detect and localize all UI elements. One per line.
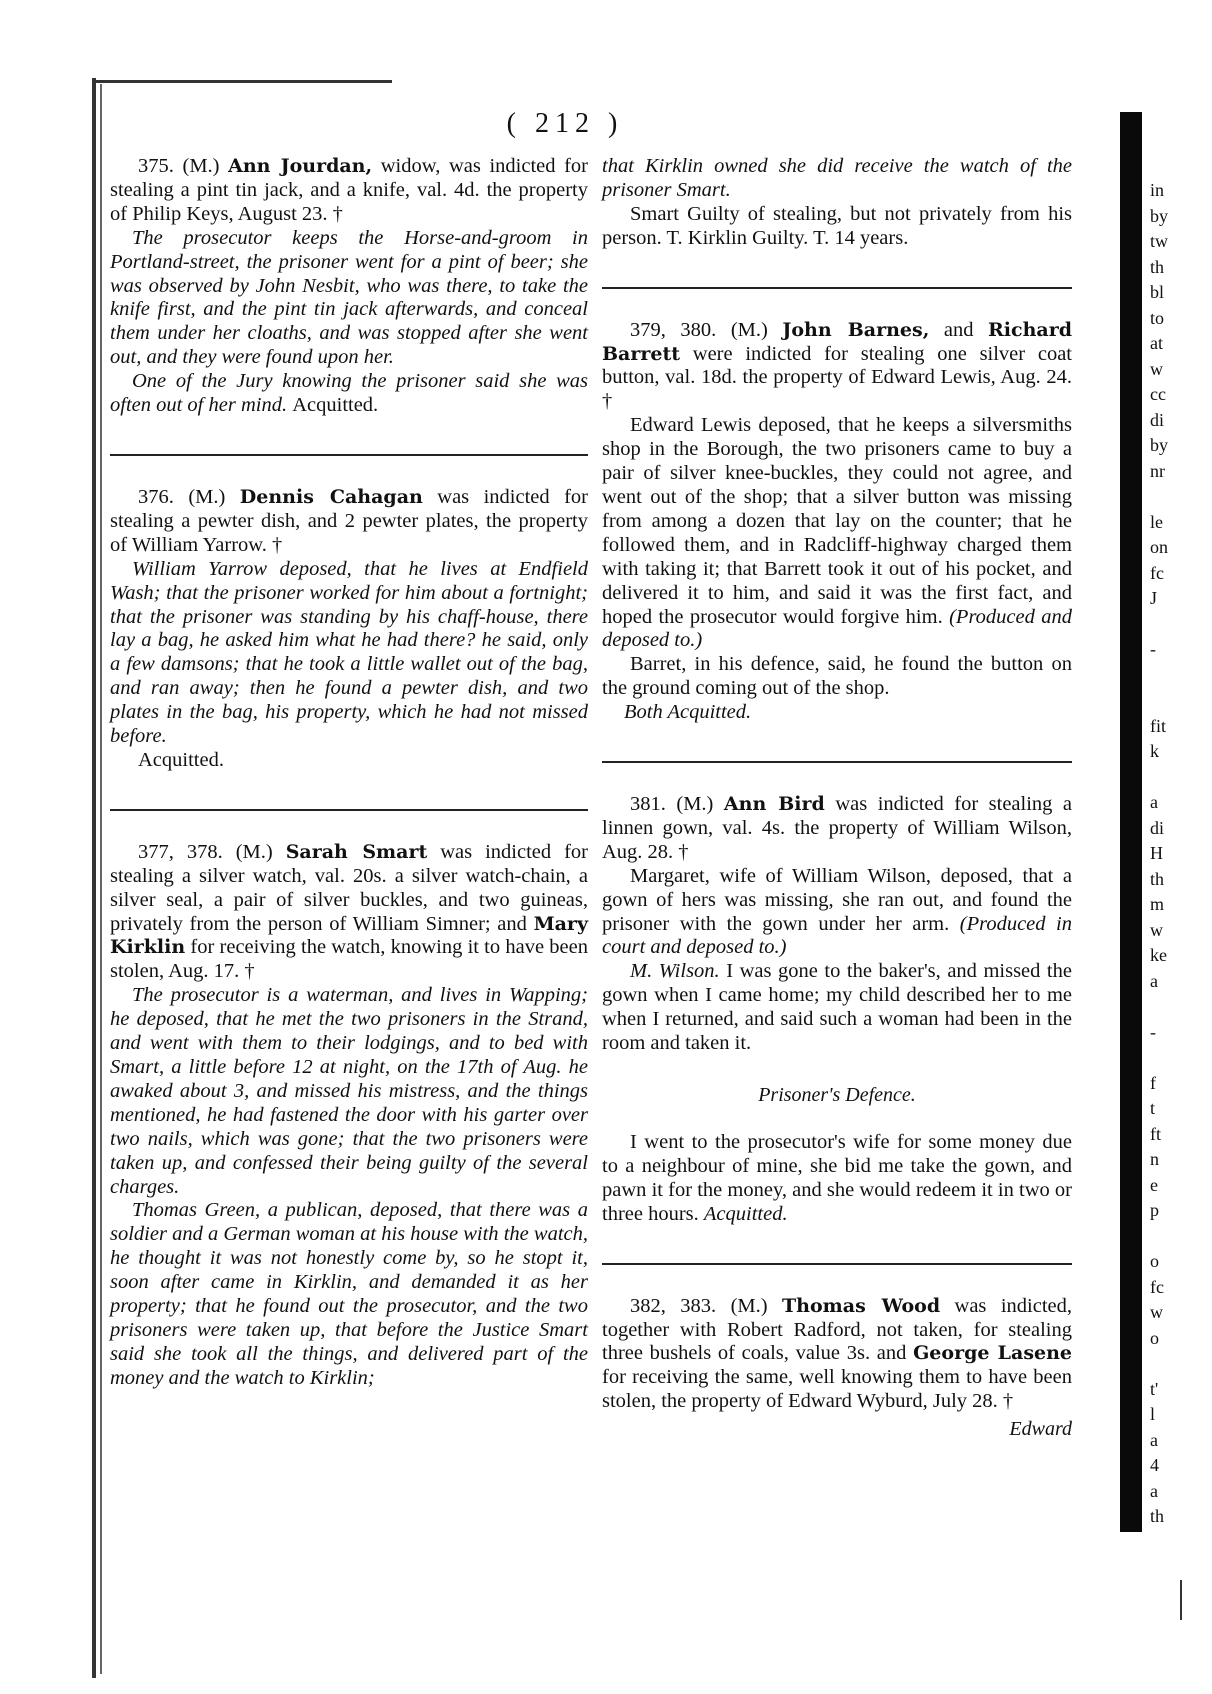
bleed-fragment: fc [1150, 562, 1164, 583]
bleed-fragment: m [1150, 894, 1165, 914]
case-375-verdict: Acquitted. [292, 394, 379, 417]
bleed-fragment: - [1150, 639, 1156, 659]
case-381-defence [602, 1131, 1072, 1227]
bleed-fragment: fc [1150, 1276, 1164, 1297]
case-379-testimony-text: Edward Lewis deposed, that he keeps a silversmiths shop in the Borough, the two prisoners came to buy a pair of silver knee-buckles, they could not agree, and went out of the shop; that a silver button was missing from among a dozen that lay on the counter; that he followed them, and in Radcliff-highway charged them with taking it; that Barrett took it out of his pocket, and delivered it to him, and said it was the first fact, and hoped the prosecutor would forgive him. [602, 414, 1072, 628]
bleed-fragment: to [1150, 307, 1165, 328]
bleed-fragment: o [1150, 1251, 1159, 1271]
case-375-jury-text: One of the Jury knowing the prisoner said she was often out of her mind. [110, 370, 588, 417]
case-377-charge-cont: for receiving the watch, knowing it to have been stolen, Aug. 17. † [110, 936, 588, 983]
case-379-defendant: John Barnes, [782, 318, 930, 341]
case-382-defendant: Thomas Wood [782, 1294, 941, 1317]
bleed-fragment: w [1150, 1302, 1163, 1322]
bleed-fragment: th [1150, 868, 1165, 889]
case-379-verdict: Both Acquitted. [624, 701, 752, 724]
bleed-fragment: p [1150, 1200, 1159, 1220]
case-376-verdict: Acquitted. [138, 748, 224, 771]
case-375-jury-note [110, 370, 588, 418]
case-382-receiver: George Lasene [913, 1342, 1073, 1365]
bleed-fragment: a [1150, 970, 1158, 991]
case-377-charge: was indicted for stealing a silver watch, val. 20s. a silver watch-chain, a silver seal, a pair of silver buckles, and two guineas, privately from the person of William Simner; and [110, 840, 588, 935]
bleed-fragment: fit [1150, 715, 1166, 736]
bleed-fragment: a [1150, 1429, 1158, 1450]
section-divider [110, 454, 588, 456]
bleed-fragment: w [1150, 919, 1163, 940]
bleed-fragment: by [1150, 435, 1168, 455]
bleed-fragment: l [1150, 1404, 1156, 1424]
page-frame-left-inner [100, 84, 102, 1674]
case-381-charge: was indicted for stealing a linnen gown, val. 4s. the property of William Wilson, Aug. 28. † [602, 793, 1072, 863]
case-376-testimony: William Yarrow deposed, that he lives at Endfield Wash; that the prisoner worked for him about a fortnight; that the prisoner was standing by his chaff-house, there lay a bag, he asked him what he had there? he said, only a few damsons; that he took a little wallet out of the bag, and ran away; then he found a pewter dish, and two plates in the bag, his property, which he had not missed before. [110, 557, 588, 748]
bleed-fragment: nr [1150, 460, 1165, 481]
facing-page-bleed [1150, 178, 1200, 1530]
case-381-speaker: M. Wilson. [630, 960, 720, 983]
bleed-fragment: on [1150, 537, 1168, 557]
page-frame-left [92, 78, 96, 1678]
bleed-fragment: in [1150, 180, 1165, 200]
bleed-fragment: a [1150, 1480, 1158, 1501]
bleed-fragment [1150, 994, 1200, 1020]
bleed-fragment: J [1150, 588, 1158, 608]
bleed-fragment: a [1150, 792, 1158, 812]
case-382-charge-cont: for receiving the same, well knowing them to have been stolen, the property of Edward Wyburd, July 28. † [602, 1366, 1072, 1413]
bleed-fragment [1150, 688, 1200, 714]
bleed-fragment: di [1150, 817, 1165, 838]
bleed-fragment: e [1150, 1174, 1158, 1195]
bleed-fragment: w [1150, 358, 1163, 379]
bleed-fragment: n [1150, 1149, 1159, 1169]
case-377-green-testimony: Thomas Green, a publican, deposed, that there was a soldier and a German woman at his house with the watch, he thought it was not honestly come by, so he stopt it, soon after came in Kirklin, and demanded it as her property; that he found out the prosecutor, and the two prisoners were taken up, that before the Justice Smart said she took all the things, and delivered part of the money and the watch to Kirklin; [110, 1199, 588, 1389]
bleed-fragment [1150, 612, 1200, 638]
case-379-produced: (Produced and deposed to.) [602, 605, 1072, 652]
case-382-number: 382, 383. (M.) [630, 1294, 768, 1317]
case-381-number: 381. (M.) [630, 793, 714, 816]
case-382-paragraph [602, 1295, 1072, 1415]
bleed-fragment: tw [1150, 231, 1168, 251]
section-divider [602, 1263, 1072, 1265]
case-376-charge: was indicted for stealing a pewter dish, and 2 pewter plates, the property of William Yarrow. † [110, 485, 588, 556]
case-379-paragraph [602, 319, 1072, 415]
edge-mark [1180, 1580, 1182, 1620]
case-379-second-defendant: Richard Barrett [602, 318, 1072, 365]
bleed-fragment: ft [1150, 1123, 1161, 1144]
case-375-charge: widow, was indicted for stealing a pint tin jack, and a knife, val. 4d. the property of Philip Keys, August 23. † [110, 155, 589, 225]
bleed-fragment: f [1150, 1072, 1156, 1093]
case-377-testimony-cont: that Kirklin owned she did receive the watch of the prisoner Smart. [602, 155, 1072, 201]
case-382-charge: was indicted, together with Robert Radford, not taken, for stealing three bushels of coals, value 3s. and [602, 1294, 1072, 1365]
case-381-testimony-text: Margaret, wife of William Wilson, deposed, that a gown of hers was missing, she ran out, and found the prisoner with the gown under her arm. [602, 864, 1072, 935]
section-divider [602, 761, 1072, 763]
bleed-fragment [1150, 1224, 1200, 1250]
case-375-number: 375. (M.) [138, 155, 220, 177]
case-381-wilson-statement [602, 960, 1072, 1056]
case-379-charge: were indicted for stealing one silver coat button, val. 18d. the property of Edward Lewis, Aug. 24. † [602, 342, 1072, 413]
page-number: ( 212 ) [506, 108, 624, 139]
case-377-verdict: Smart Guilty of stealing, but not privately from his person. T. Kirklin Guilty. T. 14 years. [602, 202, 1072, 249]
bleed-fragment: th [1150, 1506, 1165, 1526]
bleed-fragment: t [1150, 1098, 1156, 1118]
case-381-defence-text: I went to the prosecutor's wife for some money due to a neighbour of mine, she bid me take the gown, and pawn it for the money, and she would redeem it in two or three hours. [602, 1131, 1072, 1225]
case-376-defendant: Dennis Cahagan [239, 485, 423, 508]
section-divider [110, 809, 588, 811]
case-376-number: 376. (M.) [138, 485, 226, 508]
bleed-fragment: di [1150, 409, 1165, 430]
bleed-fragment: by [1150, 205, 1168, 226]
case-381-produced: (Produced in court and deposed to.) [602, 912, 1073, 959]
bleed-fragment [1150, 484, 1200, 510]
case-377-paragraph [110, 841, 588, 984]
bleed-fragment: at [1150, 333, 1163, 353]
case-381-paragraph [602, 793, 1072, 865]
section-divider [602, 287, 1072, 289]
bleed-fragment [1150, 765, 1200, 791]
case-381-defendant: Ann Bird [723, 793, 825, 816]
case-377-second-defendant: Mary Kirklin [110, 912, 588, 959]
page-frame-top [92, 80, 392, 83]
case-379-number: 379, 380. (M.) [630, 318, 768, 341]
bleed-fragment: bl [1150, 282, 1165, 302]
catchword: Edward [1009, 1418, 1072, 1441]
bleed-fragment: le [1150, 511, 1163, 532]
bleed-fragment [1150, 663, 1200, 689]
case-375-testimony: The prosecutor keeps the Horse-and-groom in Portland-street, the prisoner went for a pint of beer; she was observed by John Nesbit, who was there, to take the knife first, and the pint tin jack afterwards, and conceal them under her cloaths, and was stopped after she went out, and they were found upon her. [110, 226, 588, 369]
bleed-fragment: th [1150, 256, 1165, 277]
case-379-testimony [602, 414, 1072, 653]
right-column [602, 155, 1072, 1441]
case-377-defendant: Sarah Smart [285, 840, 428, 863]
case-379-and: and [929, 318, 988, 341]
bleed-fragment: cc [1150, 384, 1166, 404]
left-column [110, 155, 588, 1391]
bleed-fragment: ke [1150, 945, 1167, 965]
bleed-fragment: H [1150, 843, 1163, 863]
case-381-testimony [602, 865, 1072, 961]
bleed-fragment: o [1150, 1327, 1159, 1348]
defence-heading: Prisoner's Defence. [758, 1084, 916, 1106]
bleed-fragment: 4 [1150, 1455, 1159, 1475]
case-375-paragraph [110, 155, 588, 227]
bleed-fragment: k [1150, 741, 1159, 761]
bleed-fragment: t' [1150, 1378, 1159, 1399]
case-375-defendant: Ann Jourdan, [228, 155, 373, 177]
bleed-fragment [1150, 1045, 1200, 1071]
binding-shadow [1120, 112, 1142, 1532]
case-377-testimony: The prosecutor is a waterman, and lives in Wapping; he deposed, that he met the two prisoners in the Strand, and went with them to their lodgings, and to bed with Smart, a little before 12 at night, on the 17th of Aug. he awaked about 3, and missed his mistress, and the things mentioned, he had fastened the door with his garter over two nails, which was gone; that the two prisoners were taken up, and confessed their being guilty of the several charges. [110, 984, 588, 1198]
case-377-number: 377, 378. (M.) [138, 840, 273, 863]
bleed-fragment [1150, 1351, 1200, 1377]
case-379-defence: Barret, in his defence, said, he found the button on the ground coming out of the shop. [602, 653, 1072, 700]
case-376-paragraph [110, 486, 588, 558]
case-381-verdict: Acquitted. [703, 1202, 788, 1225]
bleed-fragment: - [1150, 1021, 1156, 1042]
case-381-statement: I was gone to the baker's, and missed the gown when I came home; my child described her to me when I returned, and said such a woman had been in the room and taken it. [602, 960, 1072, 1055]
